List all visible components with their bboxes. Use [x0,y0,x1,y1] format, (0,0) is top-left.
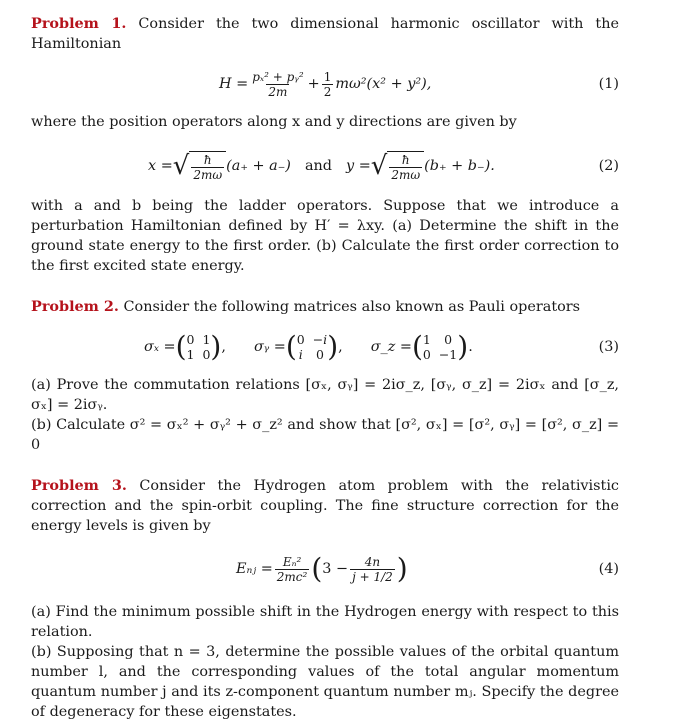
eq3-sy-lhs: σᵧ = [253,339,286,355]
eq3-number: (3) [598,339,619,355]
problem3-intro [31,476,619,536]
eq1-half-fraction [322,70,334,99]
eq2-x-rest: (a₊ + a₋) [226,158,291,174]
equation-3: σₓ = ( 0 1 1 0 ) , σᵧ = ( 0 −i i 0 ) , σ_z = ( 1 0 0 −1 ) . (3) [31,327,619,367]
eq2-x-sqrt-den: 2mω [193,167,223,182]
sigma-x-matrix [187,332,211,362]
eq1-half-num: 1 [323,69,332,84]
problem-sheet [31,10,619,722]
eq2-y-sqrt-num: ħ [401,152,410,167]
problem3-part-a: (a) Find the minimum possible shift in the Hydrogen energy with respect to this relation. [31,604,619,640]
equation-1 [31,64,619,104]
equation-4 [31,544,619,594]
eq4-three: 3 − [322,561,349,577]
eq4-frac-num: Eₙ² [282,554,302,569]
equation-2 [31,146,619,186]
matrix-entry: −1 [438,347,458,362]
matrix-entry: 1 [186,347,195,362]
eq2-and: and [304,158,332,174]
sigma-y-matrix [297,332,327,362]
eq4-open: ( [311,552,323,585]
eq3-sx-lhs: σₓ = [144,339,176,355]
eq2-y-rest: (b₊ + b₋). [424,158,495,174]
eq1-number: (1) [598,76,619,92]
problem1-label: Problem 1. [31,15,127,32]
eq4-lhs: Eₙⱼ = [236,561,273,577]
sigma-z-matrix [423,332,457,362]
eq2-x-lhs: x = [148,158,173,174]
problem1-intro [31,14,619,54]
eq3-comma: , [338,339,343,355]
problem2-part-b: (b) Calculate σ² = σₓ² + σᵧ² + σ_z² and show that [σ², σₓ] = [σ², σᵧ] = [σ², σ_z] = 0 [31,417,619,453]
eq3-comma: , [221,339,226,355]
problem2-part-a: (a) Prove the commutation relations [σₓ, σᵧ] = 2iσ_z, [σᵧ, σ_z] = 2iσₓ and [σ_z, σₓ] = 2iσᵧ. [31,377,619,413]
problem2-intro [31,297,619,317]
eq4-frac-den: 2mc² [276,569,308,584]
eq3-period: . [468,339,473,355]
problem1-intro-text: Consider the two dimensional harmonic oscillator with the Hamiltonian [31,16,619,52]
eq1-plus: + [307,76,320,92]
eq1-frac-num: pₓ² + pᵧ² [252,69,304,84]
matrix-entry: 0 [202,347,211,362]
eq1-rest: mω²(x² + y²), [335,76,432,92]
sqrt-icon: √ [370,151,388,181]
eq4-in-num: 4n [364,554,381,569]
matrix-entry: 0 [422,347,431,362]
matrix-entry: 0 [315,347,324,362]
problem3-label: Problem 3. [31,477,127,494]
matrix-entry: i [298,347,303,362]
matrix-entry: 1 [422,332,431,347]
eq1-kinetic-fraction [250,70,305,99]
sqrt-icon: √ [172,151,190,181]
eq2-y-sqrt [371,151,424,182]
eq4-number: (4) [598,561,619,577]
eq2-y-lhs: y = [346,158,371,174]
eq1-frac-den: 2m [268,84,288,99]
eq4-fraction [275,555,310,584]
eq4-in-den: j + 1/2 [352,569,393,584]
problem3-intro-text: Consider the Hydrogen atom problem with the relativistic correction and the spin-orbit coupling. The fine structure correction for the energy levels is given by [31,478,619,534]
eq2-x-sqrt [173,151,226,182]
matrix-entry: 0 [444,332,453,347]
eq1-half-den: 2 [323,84,332,99]
matrix-entry: 0 [296,332,305,347]
eq2-x-sqrt-num: ħ [203,152,212,167]
eq4-inner-fraction [350,555,395,584]
matrix-entry: 0 [186,332,195,347]
eq4-close: ) [396,552,408,585]
problem1-body: with a and b being the ladder operators. Suppose that we introduce a perturbation Hamiltonian defined by H′ = λxy. (a) Determine the shift in the ground state energy to the first order. (b) Calculate the first order correction to the first excited state energy. [31,198,619,274]
matrix-entry: 1 [202,332,211,347]
eq1-lhs: H = [219,76,249,92]
eq2-y-sqrt-den: 2mω [391,167,421,182]
problem1-between: where the position operators along x and y directions are given by [31,114,517,130]
eq2-number: (2) [598,158,619,174]
problem3-part-b: (b) Supposing that n = 3, determine the possible values of the orbital quantum number l, and the corresponding values of the total angular momentum quantum number j and its z-component quantum number mⱼ. Specify the degree of degeneracy for these eigenstates. [31,644,619,720]
problem2-intro-text: Consider the following matrices also known as Pauli operators [123,299,581,315]
problem2-label: Problem 2. [31,298,119,315]
eq3-sz-lhs: σ_z = [370,339,412,355]
matrix-entry: −i [312,332,328,347]
